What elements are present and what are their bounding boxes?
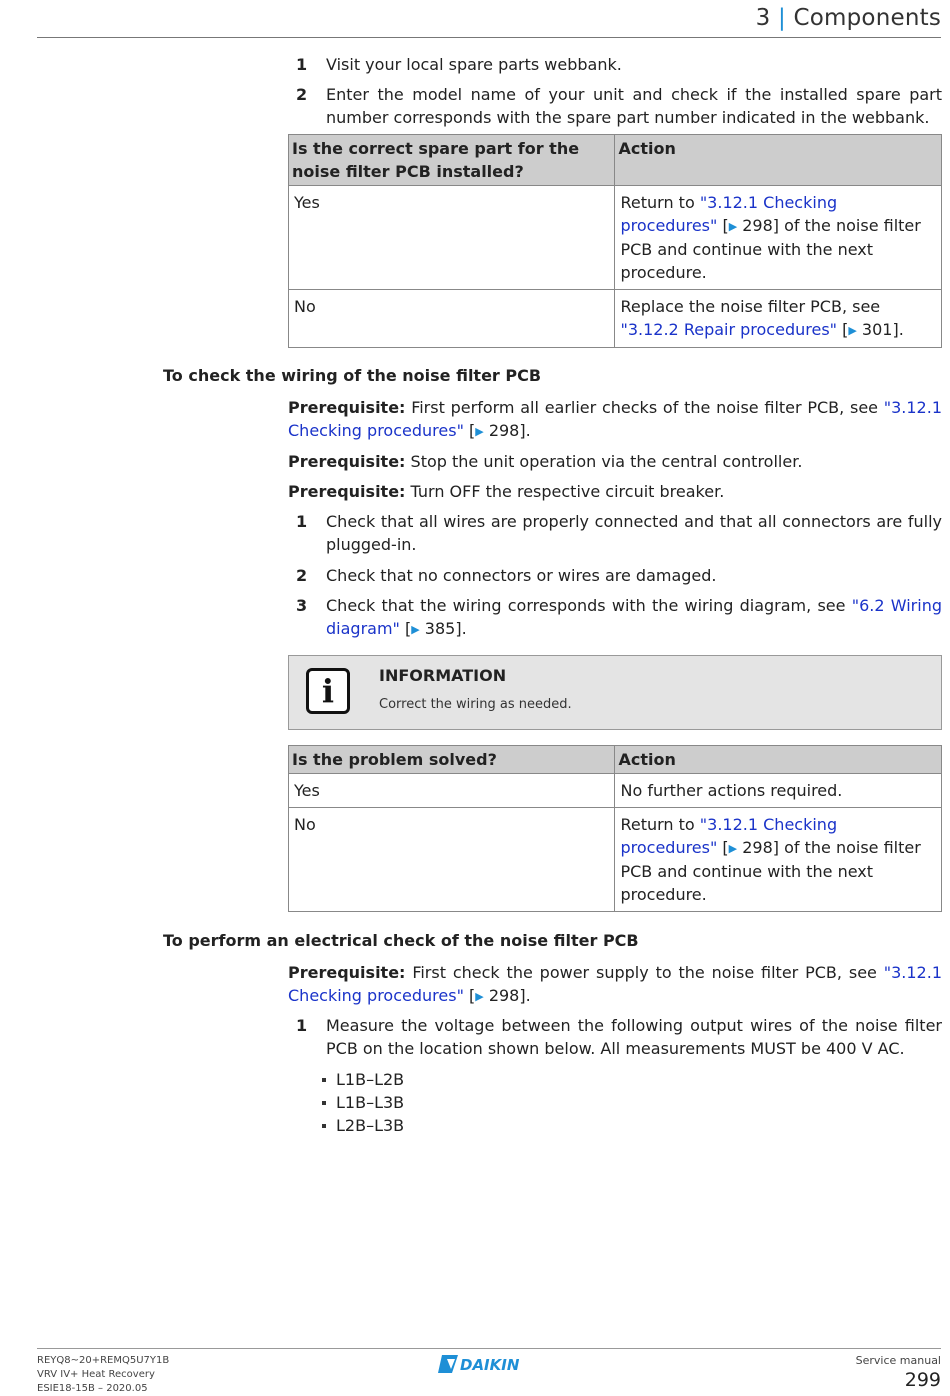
daikin-logo — [438, 1353, 542, 1375]
information-box — [288, 655, 942, 730]
action-cell: No further actions required. — [615, 774, 942, 808]
answer-cell: No — [289, 808, 615, 912]
step-item — [296, 1014, 942, 1060]
step-text: Enter the model name of your unit and check if the installed spare part number corresponds with the spare part number indicated in the webbank. — [326, 85, 942, 127]
table-header-row — [289, 746, 942, 774]
page-ref-arrow-icon: ▶ — [411, 623, 420, 636]
step-number: 2 — [296, 566, 308, 585]
checking-procedures-link[interactable]: "3.12.1 Checking procedures" — [620, 193, 838, 235]
chapter-header — [756, 5, 941, 31]
table-row — [289, 290, 942, 348]
table-header-row — [289, 135, 942, 186]
header-separator: | — [778, 5, 786, 31]
step-number: 1 — [296, 1016, 308, 1035]
page-ref-arrow-icon: ▶ — [848, 324, 857, 337]
prerequisite-paragraph: Prerequisite: First perform all earlier checks of the noise filter PCB, see "3.12.1 Checking procedures" [▶ 298]. — [288, 398, 942, 440]
step-text: Check that the wiring corresponds with the wiring diagram, see "6.2 Wiring diagram" [▶ 385]. — [326, 596, 943, 638]
step-item — [296, 83, 942, 129]
page-ref-arrow-icon: ▶ — [728, 842, 738, 855]
table-header-action: Action — [615, 135, 942, 186]
list-item: L1B–L3B — [322, 1091, 404, 1114]
checking-procedures-link[interactable]: "3.12.1 Checking procedures" — [620, 815, 838, 857]
step-text: Measure the voltage between the following output wires of the noise filter PCB on the location shown below. All measurements MUST be 400 V AC. — [326, 1016, 942, 1058]
footer-divider — [37, 1348, 941, 1349]
table-row — [289, 186, 942, 290]
answer-cell: No — [289, 290, 615, 348]
information-icon: i — [306, 668, 350, 714]
step-number: 2 — [296, 85, 308, 104]
answer-cell: Yes — [289, 186, 615, 290]
footer-doc-id: ESIE18-15B – 2020.05 — [37, 1383, 148, 1394]
table-header-question: Is the correct spare part for the noise filter PCB installed? — [289, 135, 615, 186]
step-text: Check that no connectors or wires are damaged. — [326, 566, 717, 585]
table-row — [289, 774, 942, 808]
step-item — [296, 510, 942, 556]
table-header-action: Action — [615, 746, 942, 774]
problem-solved-table — [288, 745, 942, 912]
spare-part-table — [288, 134, 942, 348]
action-cell: Return to "3.12.1 Checking procedures" [▶ 298] of the noise filter PCB and continue with the next procedure. — [615, 808, 942, 912]
checking-procedures-link[interactable]: "3.12.1 Checking procedures" — [288, 398, 942, 440]
list-item: L1B–L2B — [322, 1068, 404, 1091]
repair-procedures-link[interactable]: "3.12.2 Repair procedures" — [620, 320, 838, 339]
footer-doc-type: Service manual — [855, 1354, 941, 1367]
section-heading: To check the wiring of the noise filter PCB — [163, 366, 542, 385]
prerequisite-paragraph: Prerequisite: First check the power supply to the noise filter PCB, see "3.12.1 Checking procedures" [▶ 298]. — [288, 963, 942, 1005]
step-number: 3 — [296, 596, 308, 615]
action-cell: Replace the noise filter PCB, see "3.12.2 Repair procedures" [▶ 301]. — [615, 290, 942, 348]
chapter-number: 3 — [755, 5, 771, 31]
footer-left — [37, 1354, 169, 1396]
prerequisite-paragraph: Prerequisite: Stop the unit operation via the central controller. — [288, 452, 803, 471]
information-text: Correct the wiring as needed. — [379, 697, 572, 712]
page-ref-arrow-icon: ▶ — [728, 220, 738, 233]
step-text: Visit your local spare parts webbank. — [326, 55, 622, 74]
section-heading: To perform an electrical check of the noise filter PCB — [163, 931, 639, 950]
chapter-title: Components — [793, 5, 941, 31]
answer-cell: Yes — [289, 774, 615, 808]
step-item — [296, 564, 942, 587]
step-item — [296, 53, 942, 76]
information-title: INFORMATION — [379, 666, 507, 685]
action-cell: Return to "3.12.1 Checking procedures" [▶ 298] of the noise filter PCB and continue with the next procedure. — [615, 186, 942, 290]
footer-model: REYQ8~20+REMQ5U7Y1B — [37, 1355, 170, 1366]
page-ref-arrow-icon: ▶ — [475, 990, 484, 1003]
page-number: 299 — [904, 1369, 941, 1391]
prerequisite-paragraph: Prerequisite: Turn OFF the respective circuit breaker. — [288, 482, 725, 501]
step-text: Check that all wires are properly connected and that all connectors are fully plugged-in. — [326, 512, 942, 554]
page-ref-arrow-icon: ▶ — [475, 425, 484, 438]
footer-product: VRV IV+ Heat Recovery — [37, 1369, 155, 1380]
step-number: 1 — [296, 55, 308, 74]
step-item — [296, 594, 942, 641]
step-number: 1 — [296, 512, 308, 531]
bullet-list — [322, 1068, 404, 1137]
list-item: L2B–L3B — [322, 1114, 404, 1137]
wiring-diagram-link[interactable]: "6.2 Wiring diagram" — [326, 596, 943, 638]
table-header-question: Is the problem solved? — [289, 746, 615, 774]
table-row — [289, 808, 942, 912]
checking-procedures-link[interactable]: "3.12.1 Checking procedures" — [288, 963, 942, 1005]
header-divider — [37, 37, 941, 38]
logo-text: DAIKIN — [460, 1356, 520, 1374]
